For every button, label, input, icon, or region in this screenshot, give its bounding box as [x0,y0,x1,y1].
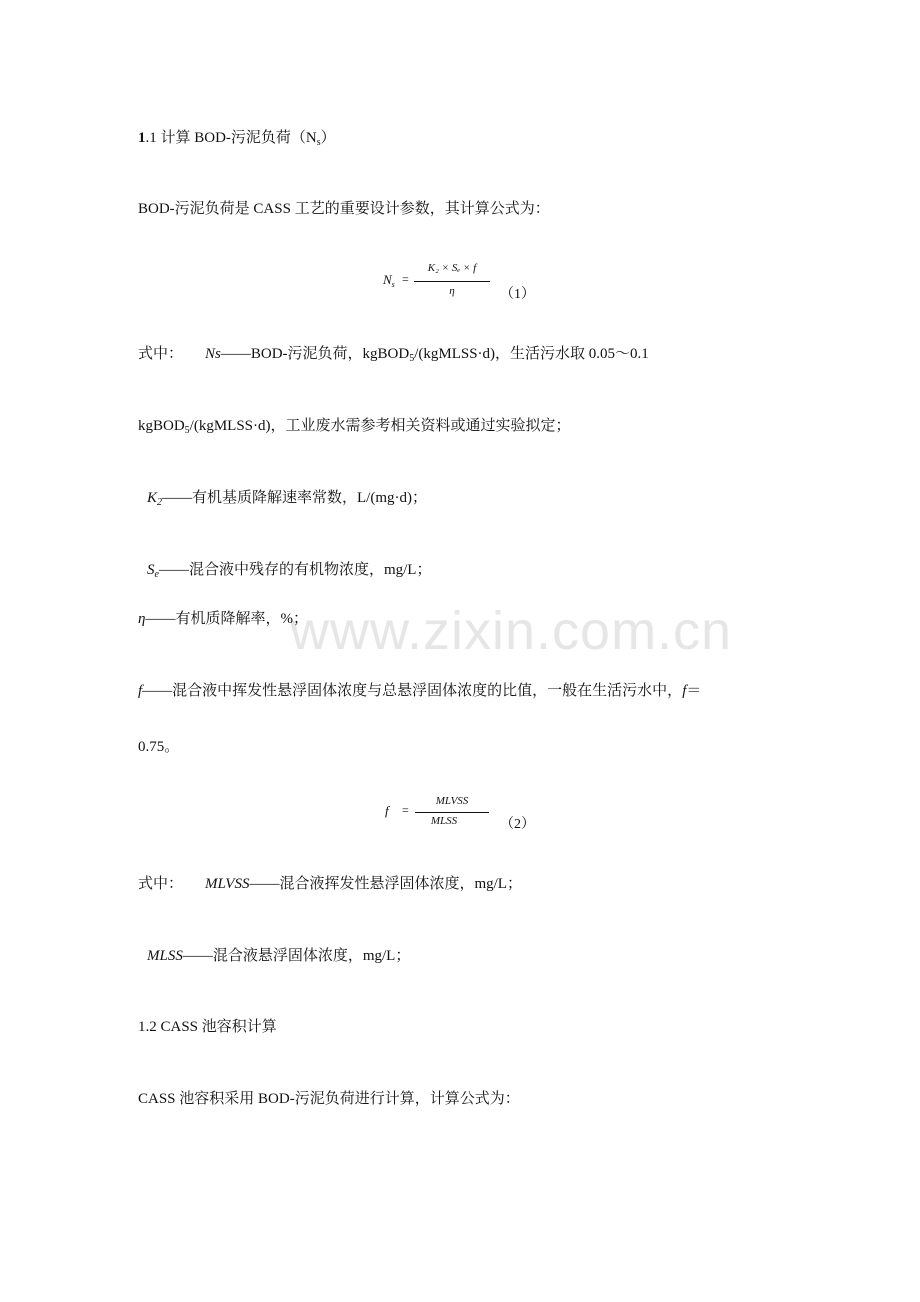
definition-eta [138,609,308,629]
def-f-equals: ＝ [686,683,702,699]
eq2-equals: = [402,803,409,817]
definition-ns [138,344,649,364]
def-mlvss-prefix: 式中： [138,876,184,892]
section-heading-1-1 [138,128,336,148]
definition-se [147,560,431,580]
def-prefix: 式中： [138,346,184,362]
symbol-k-subscript: 2 [157,497,163,508]
eq1-number: （1） [500,287,535,302]
def-ns-text-b: /(kgMLSS·d)，生活污水取 0.05～0.1 [414,346,649,362]
watermark: www.zixin.com.cn [290,601,733,661]
eq1-lhs-symbol: N [383,272,392,287]
symbol-s: S [147,562,155,578]
def-eta-text: ——有机质降解率，%； [145,611,308,627]
definition-f [138,681,701,701]
def-se-text: ——混合液中残存的有机物浓度，mg/L； [158,562,432,578]
definition-f-value: 0.75。 [138,739,180,755]
definition-mlss [147,946,410,966]
eq1-lhs [383,272,395,288]
definition-k2 [147,488,427,508]
symbol-ns: Ns [205,346,221,362]
section-title-subscript: s [316,137,321,148]
section-title-end: ） [320,130,336,146]
section-title: 计算 BOD-污泥负荷（N [160,130,317,146]
eq2-fraction-bar [415,812,489,813]
symbol-mlss: MLSS [147,948,183,964]
def-mlvss-text: ——混合液挥发性悬浮固体浓度，mg/L； [249,876,522,892]
def-k2-text: ——有机基质降解速率常数，L/(mg·d)； [162,490,427,506]
section-number-rest: .1 [145,130,161,146]
eq1-denominator: η [449,285,455,297]
eq1-lhs-subscript: s [391,280,395,289]
def-ns-cont-text-a: kgBOD [138,418,185,434]
def-ns-sub5: 5 [409,353,415,364]
def-ns-cont-sub5: 5 [184,425,190,436]
def-ns-text-a: ——BOD-污泥负荷，kgBOD [220,346,410,362]
symbol-k: K [147,490,158,506]
eq1-numerator: K₂ × Sₑ × f [427,262,477,274]
definition-mlvss [138,874,522,894]
eq2-denominator: MLSS [430,815,458,827]
symbol-f-2: f [682,683,687,699]
eq2-numerator: MLVSS [435,795,469,807]
symbol-mlvss: MLVSS [205,876,250,892]
symbol-f: f [138,683,143,699]
def-ns-cont-text-b: /(kgMLSS·d)，工业废水需参考相关资料或通过实验拟定； [189,418,571,434]
volume-intro-paragraph: CASS 池容积采用 BOD-污泥负荷进行计算，计算公式为： [138,1091,520,1107]
section-number-bold: 1 [138,130,146,146]
intro-paragraph: BOD-污泥负荷是 CASS 工艺的重要设计参数，其计算公式为： [138,201,550,217]
eq2-lhs: f [385,803,389,818]
eq2-number: （2） [500,817,535,832]
def-mlss-text: ——混合液悬浮固体浓度，mg/L； [182,948,411,964]
definition-ns-continued [138,416,571,436]
section-heading-1-2: 1.2 CASS 池容积计算 [138,1019,277,1035]
symbol-s-subscript: e [154,569,159,580]
eq1-equals: = [402,272,409,286]
def-f-text: ——混合液中挥发性悬浮固体浓度与总悬浮固体浓度的比值，一般在生活污水中， [142,683,683,699]
symbol-eta: η [138,611,146,627]
eq1-fraction-bar [414,281,490,282]
